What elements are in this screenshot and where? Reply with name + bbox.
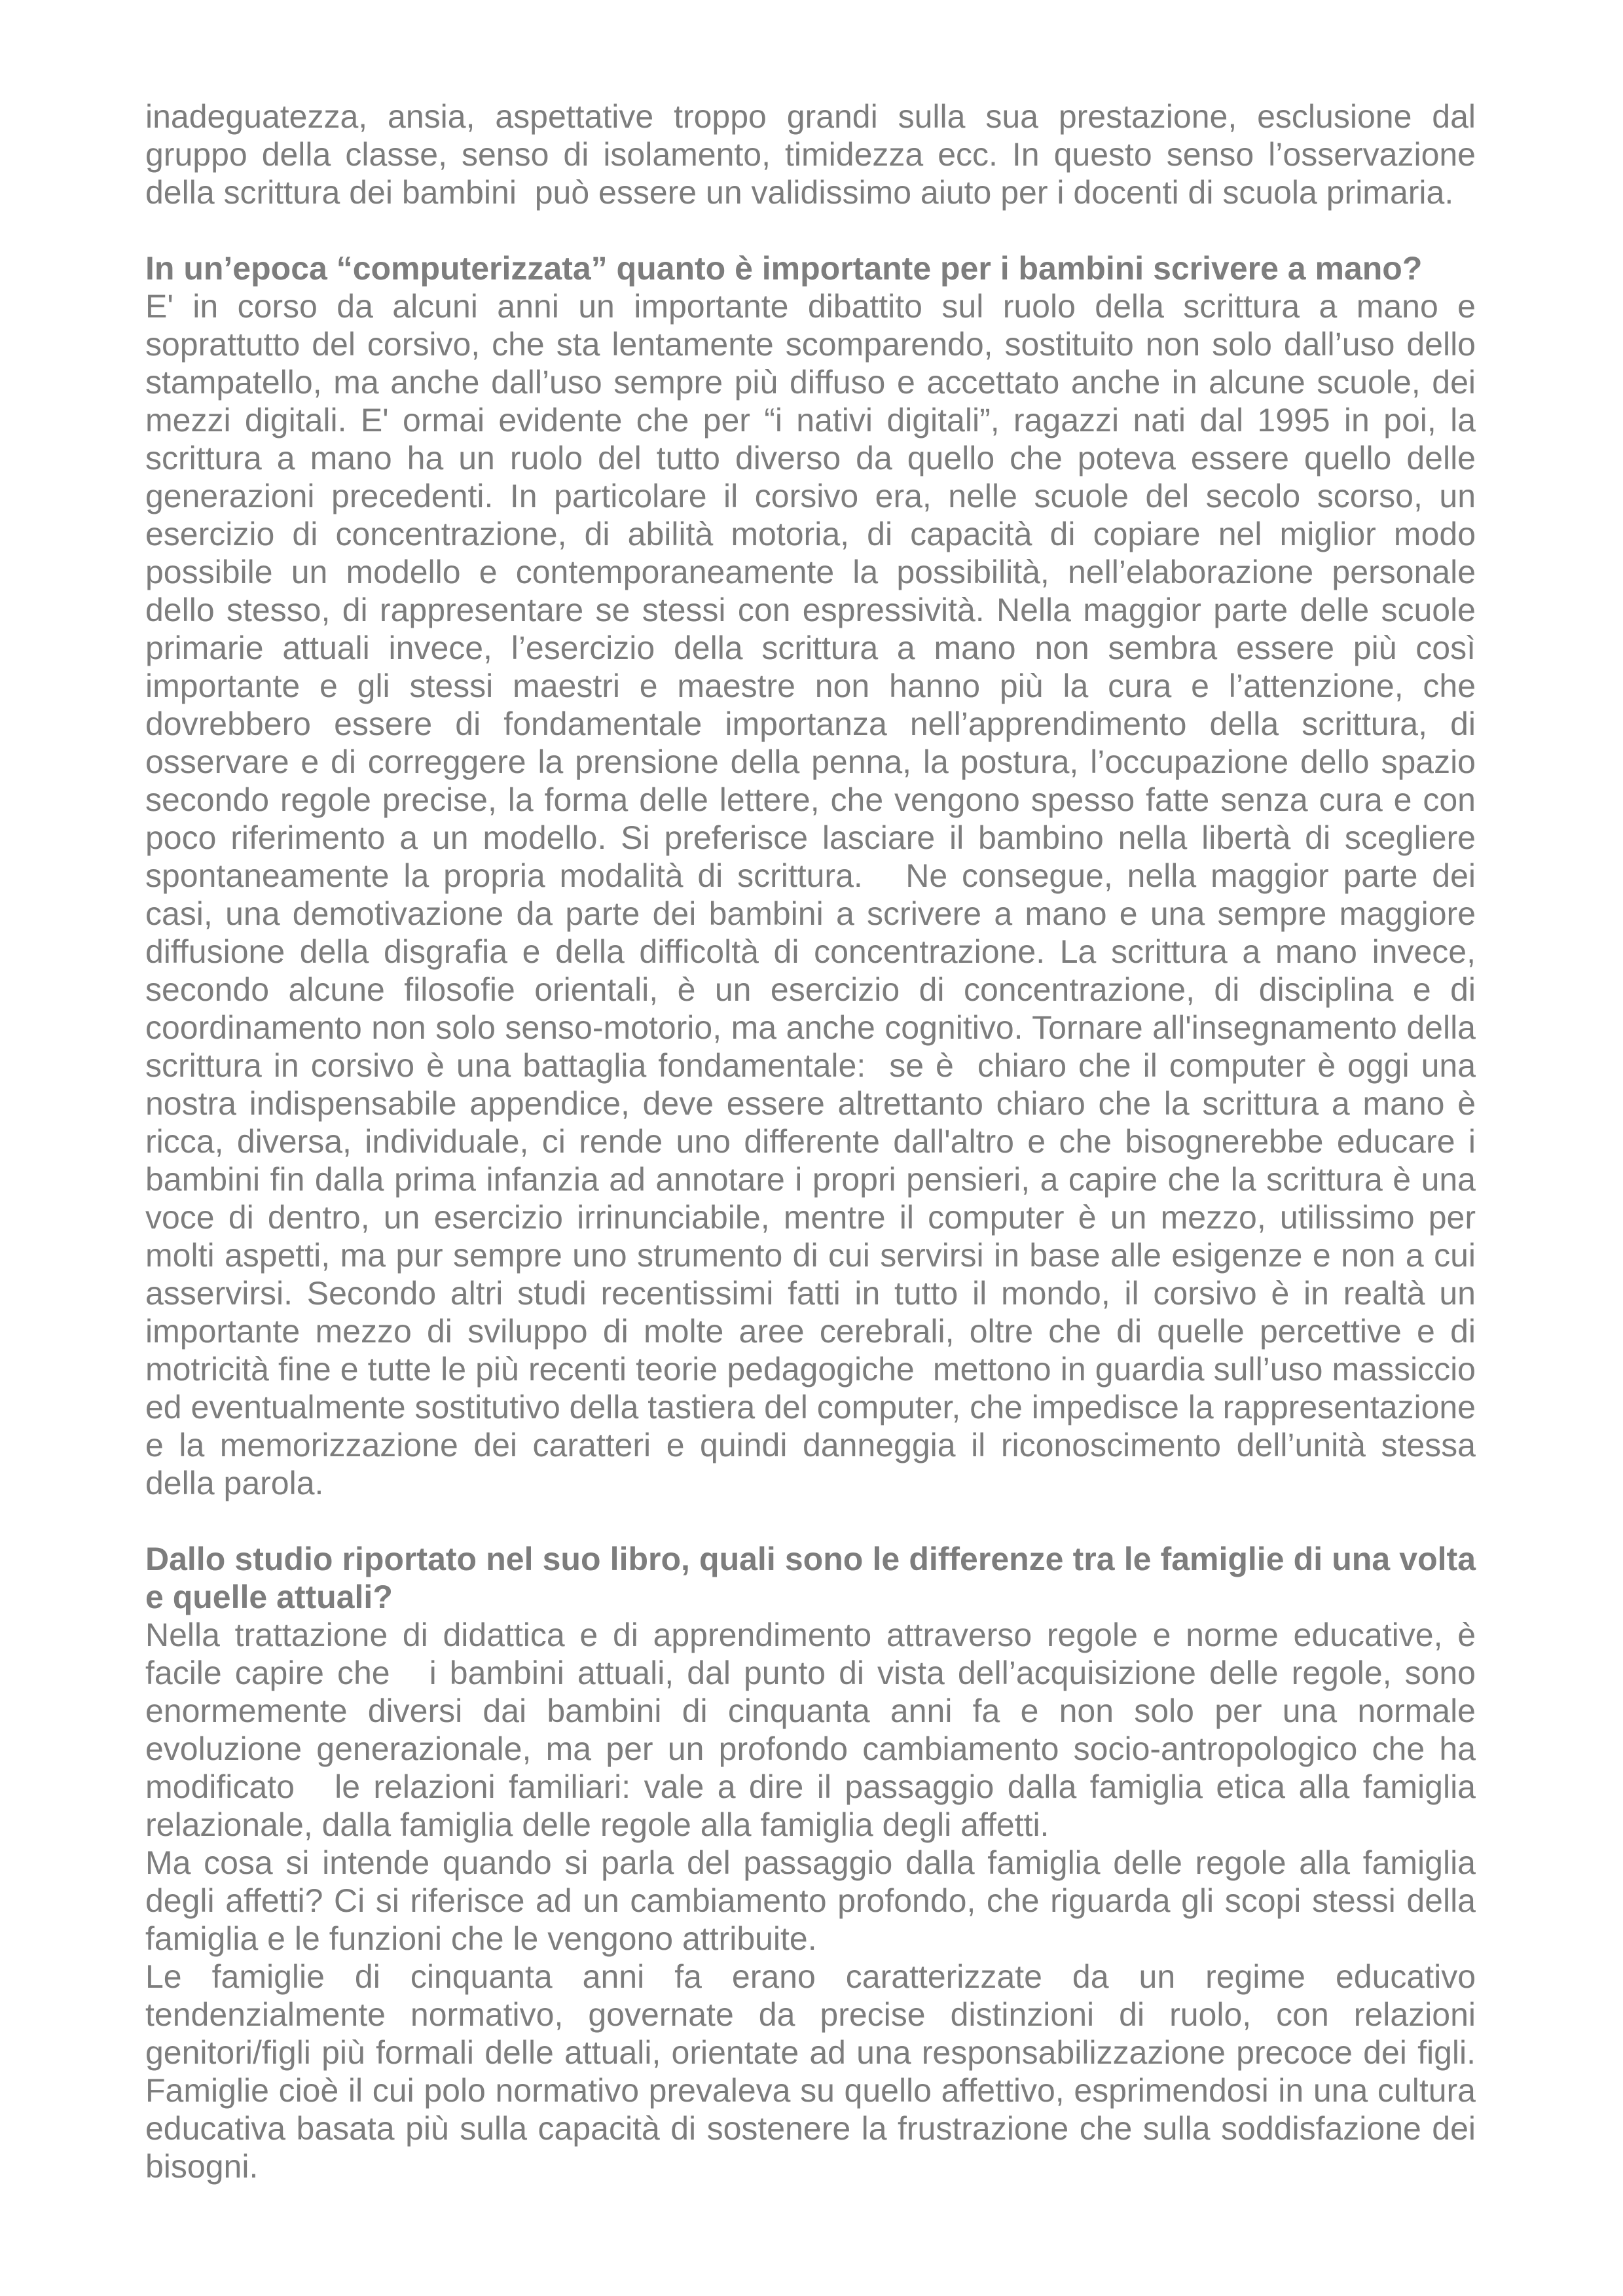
heading-families-question: Dallo studio riportato nel suo libro, quali sono le differenze tra le famiglie di una volta e quelle attuali? <box>145 1541 1476 1615</box>
paragraph-observation-continued: inadeguatezza, ansia, aspettative troppo grandi sulla sua prestazione, esclusione dal gruppo della classe, senso di isolamento, timidezza ecc. In questo senso l’osservazione della scrittura dei bambini può essere un validissimo aiuto per i docenti di scuola primaria. <box>145 98 1485 211</box>
paragraph-handwriting-answer: E' in corso da alcuni anni un importante dibattito sul ruolo della scrittura a mano e soprattutto del corsivo, che sta lentamente scomparendo, sostituito non solo dall’uso dello stampatello, ma anche dall’uso sempre più diffuso e accettato anche in alcune scuole, dei mezzi digitali. E' ormai evidente che per “i nativi digitali”, ragazzi nati dal 1995 in poi, la scrittura a mano ha un ruolo del tutto diverso da quello che poteva essere quello delle generazioni precedenti. In particolare il corsivo era, nelle scuole del secolo scorso, un esercizio di concentrazione, di abilità motoria, di capacità di copiare nel miglior modo possibile un modello e contemporaneamente la possibilità, nell’elaborazione personale dello stesso, di rappresentare se stessi con espressività. Nella maggior parte delle scuole primarie attuali invece, l’esercizio della scrittura a mano non sembra essere più così importante e gli stessi maestri e maestre non hanno più la cura e l’attenzione, che dovrebbero essere di fondamentale importanza nell’apprendimento della scrittura, di osservare e di correggere la prensione della penna, la postura, l’occupazione dello spazio secondo regole precise, la forma delle lettere, che vengono spesso fatte senza cura e con poco riferimento a un modello. Si preferisce lasciare il bambino nella libertà di scegliere spontaneamente la propria modalità di scrittura. Ne consegue, nella maggior parte dei casi, una demotivazione da parte dei bambini a scrivere a mano e una sempre maggiore diffusione della disgrafia e della difficoltà di concentrazione. La scrittura a mano invece, secondo alcune filosofie orientali, è un esercizio di concentrazione, di disciplina e di coordinamento non solo senso-motorio, ma anche cognitivo. Tornare all'insegnamento della scrittura in corsivo è una battaglia fondamentale: se è chiaro che il computer è oggi una nostra indispensabile appendice, deve essere altrettanto chiaro che la scrittura a mano è ricca, diversa, individuale, ci rende uno differente dall'altro e che bisognerebbe educare i bambini fin dalla prima infanzia ad annotare i propri pensieri, a capire che la scrittura è una voce di dentro, un esercizio irrinunciabile, mentre il computer è un mezzo, utilissimo per molti aspetti, ma pur sempre uno strumento di cui servirsi in base alle esigenze e non a cui asservirsi. Secondo altri studi recentissimi fatti in tutto il mondo, il corsivo è in realtà un importante mezzo di sviluppo di molte aree cerebrali, oltre che di quelle percettive e di motricità fine e tutte le più recenti teorie pedagogiche mettono in guardia sull’uso massiccio ed eventualmente sostitutivo della tastiera del computer, che impedisce la rappresentazione e la memorizzazione dei caratteri e quindi danneggia il riconoscimento dell’unità stessa della parola. <box>145 288 1485 1501</box>
paragraph-families-fifty-years-ago: Le famiglie di cinquanta anni fa erano caratterizzate da un regime educativo tendenzialmente normativo, governate da precise distinzioni di ruolo, con relazioni genitori/figli più formali delle attuali, orientate ad una responsabilizzazione precoce dei figli. Famiglie cioè il cui polo normativo prevaleva su quello affettivo, esprimendosi in una cultura educativa basata più sulla capacità di sostenere la frustrazione che sulla soddisfazione dei bisogni. <box>145 1958 1485 2185</box>
heading-handwriting-question: In un’epoca “computerizzata” quanto è importante per i bambini scrivere a mano? <box>145 250 1423 287</box>
paragraph-families-overview: Nella trattazione di didattica e di apprendimento attraverso regole e norme educative, è facile capire che i bambini attuali, dal punto di vista dell’acquisizione delle regole, sono enormemente diversi dai bambini di cinquanta anni fa e non solo per una normale evoluzione generazionale, ma per un profondo cambiamento socio-antropologico che ha modificato le relazioni familiari: vale a dire il passaggio dalla famiglia etica alla famiglia relazionale, dalla famiglia delle regole alla famiglia degli affetti. <box>145 1617 1485 1843</box>
paragraph-families-rules-vs-affection: Ma cosa si intende quando si parla del passaggio dalla famiglia delle regole alla famiglia degli affetti? Ci si riferisce ad un cambiamento profondo, che riguarda gli scopi stessi della famiglia e le funzioni che le vengono attribuite. <box>145 1844 1485 1957</box>
